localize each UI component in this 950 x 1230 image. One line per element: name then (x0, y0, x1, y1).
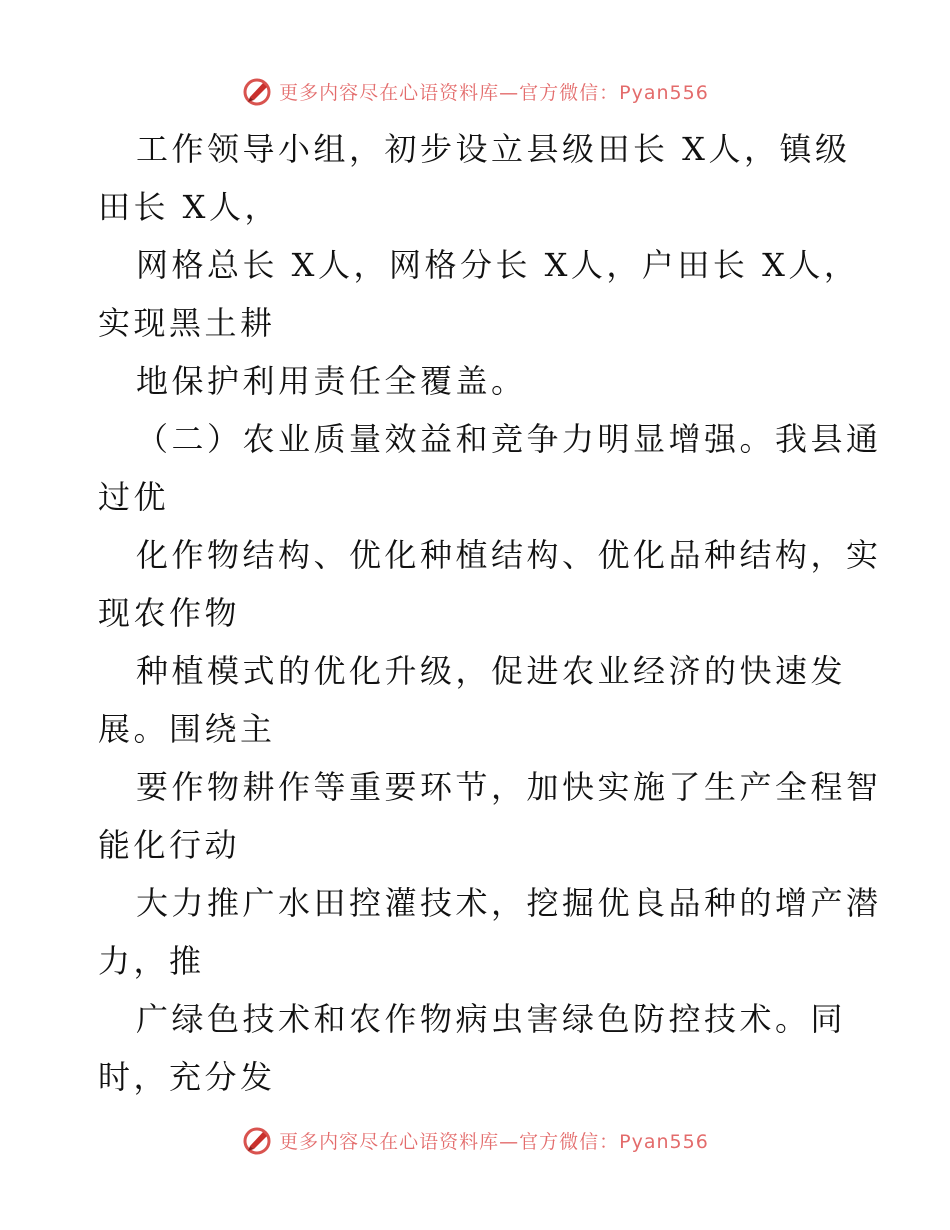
text-line: 化作物结构、优化种植结构、优化品种结构，实 (136, 536, 882, 574)
text-line: 实现黑土耕 (98, 304, 276, 342)
document-body (98, 120, 882, 1106)
text-line: 种植模式的优化升级，促进农业经济的快速发 (136, 652, 847, 690)
text-line: 广绿色技术和农作物病虫害绿色防控技术。同 (136, 1000, 847, 1038)
text-line: 要作物耕作等重要环节，加快实施了生产全程智 (136, 768, 882, 806)
text-line: 现农作物 (98, 594, 241, 632)
footer-watermark (0, 1120, 950, 1160)
watermark-text: 更多内容尽在心语资料库—官方微信：Pyan556 (279, 1130, 709, 1153)
text-line: 力，推 (98, 942, 205, 980)
watermark-text: 更多内容尽在心语资料库—官方微信：Pyan556 (279, 81, 709, 104)
text-line: 大力推广水田控灌技术，挖掘优良品种的增产潜 (136, 884, 882, 922)
pen-logo-icon (241, 1124, 273, 1156)
text-line: （二）农业质量效益和竞争力明显增强。我县通 (136, 420, 882, 458)
text-line: 过优 (98, 478, 170, 516)
text-line: 网格总长 X人，网格分长 X人，户田长 X人， (136, 246, 860, 284)
text-line: 展。围绕主 (98, 710, 276, 748)
text-line: 工作领导小组，初步设立县级田长 X人，镇级 (136, 130, 851, 168)
header-watermark (0, 71, 950, 111)
pen-logo-icon (241, 75, 273, 107)
text-line: 时，充分发 (98, 1058, 276, 1096)
text-line: 田长 X人， (98, 188, 280, 226)
text-line: 地保护利用责任全覆盖。 (136, 362, 527, 400)
text-line: 能化行动 (98, 826, 241, 864)
